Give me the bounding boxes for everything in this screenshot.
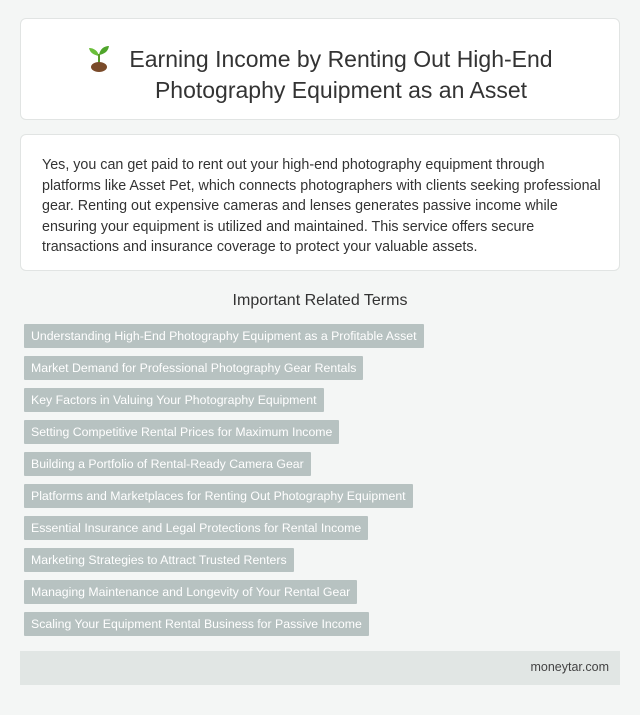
related-term-tag[interactable]: Market Demand for Professional Photography Gear Rentals [24, 356, 363, 380]
title-line-2: Photography Equipment as an Asset [154, 77, 528, 103]
title-card [20, 18, 620, 120]
related-terms-heading: Important Related Terms [232, 292, 408, 309]
footer-site-link[interactable]: moneytar.com [530, 660, 609, 674]
related-term-tag[interactable]: Key Factors in Valuing Your Photography Equipment [24, 388, 324, 412]
seedling-icon [87, 42, 111, 72]
summary-card [20, 134, 620, 271]
summary-text: Yes, you can get paid to rent out your high-end photography equipment through platforms like Asset Pet, which connects photographers with clients seeking professional gear. Renting out expensive cameras and lenses generates passive income while ensuring your equipment is utilized and maintained. This service offers secure transactions and insurance coverage to protect your valuable assets. [42, 157, 601, 255]
page-title [21, 44, 619, 106]
footer [20, 651, 620, 685]
title-line-1: Earning Income by Renting Out High-End [129, 46, 553, 72]
related-term-tag[interactable]: Setting Competitive Rental Prices for Maximum Income [24, 420, 339, 444]
related-term-tag[interactable]: Building a Portfolio of Rental-Ready Camera Gear [24, 452, 311, 476]
related-term-tag[interactable]: Understanding High-End Photography Equipment as a Profitable Asset [24, 324, 424, 348]
related-term-tag[interactable]: Marketing Strategies to Attract Trusted Renters [24, 548, 294, 572]
related-term-tag[interactable]: Platforms and Marketplaces for Renting Out Photography Equipment [24, 484, 413, 508]
related-term-tag[interactable]: Essential Insurance and Legal Protections for Rental Income [24, 516, 368, 540]
related-term-tag[interactable]: Managing Maintenance and Longevity of Your Rental Gear [24, 580, 357, 604]
related-term-tag[interactable]: Scaling Your Equipment Rental Business for Passive Income [24, 612, 369, 636]
